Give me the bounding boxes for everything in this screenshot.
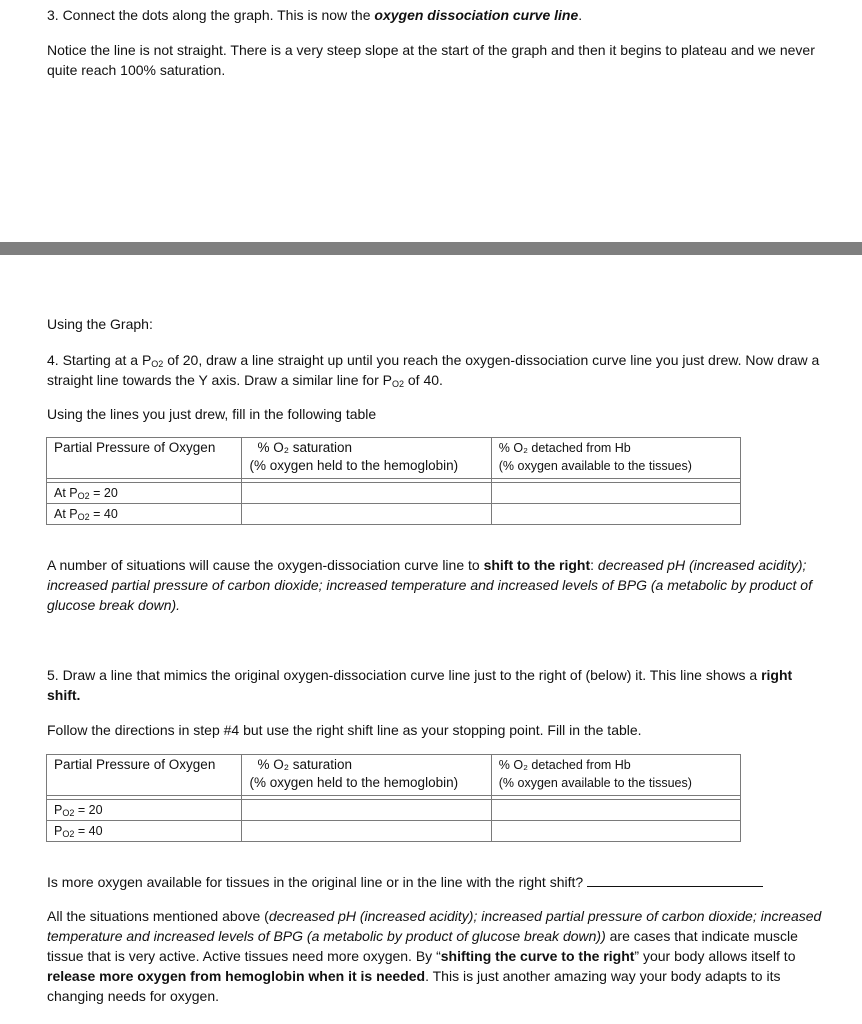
row-label-text: At P <box>54 507 78 521</box>
header-detached-title: % O₂ detached from Hb <box>498 758 631 772</box>
po2-subscript: O2 <box>62 829 75 839</box>
header-detached-sub: (% oxygen available to the tissues) <box>498 776 692 790</box>
row-label-value: = 20 <box>93 486 118 500</box>
table-row <box>47 800 741 821</box>
table-row <box>47 504 741 525</box>
row-label-value: = 40 <box>93 507 118 521</box>
closing-text-g: . This is just another amazing way your body adapts to its changing needs for oxygen. <box>47 968 781 1004</box>
oxygen-table-1 <box>46 437 741 525</box>
table-header-row <box>47 438 741 479</box>
step-4-text-b: of 20, draw a line straight up until you reach the oxygen-dissociation curve line you just drew. Now draw a straight line towards the Y axis. Draw a similar line for P <box>47 352 820 388</box>
detached-cell-40[interactable] <box>491 821 740 842</box>
shift-emphasis: shift to the right <box>483 557 591 573</box>
question-text: Is more oxygen available for tissues in the original line or in the line with the right shift? <box>47 874 588 890</box>
header-saturation <box>242 755 491 796</box>
saturation-cell-20[interactable] <box>242 800 491 821</box>
shift-colon: : <box>590 557 598 573</box>
shift-text-a: A number of situations will cause the oxygen-dissociation curve line to <box>47 557 484 573</box>
step-4-instruction <box>47 350 837 390</box>
detached-cell-20[interactable] <box>491 483 740 504</box>
step-5-text: 5. Draw a line that mimics the original oxygen-dissociation curve line just to the right of (below) it. This line shows a <box>47 667 762 683</box>
detached-cell-20[interactable] <box>491 800 740 821</box>
table-row <box>47 821 741 842</box>
step-4-text-c: of 40. <box>403 372 443 388</box>
po2-subscript: O2 <box>391 379 404 389</box>
follow-directions: Follow the directions in step #4 but use the right shift line as your stopping point. Fill in the table. <box>47 722 642 738</box>
row-label-po2-20 <box>47 800 242 821</box>
closing-emphasis-release: release more oxygen from hemoglobin when it is needed <box>47 968 426 984</box>
detached-cell-40[interactable] <box>491 504 740 525</box>
closing-text-e: ” your body allows itself to <box>634 948 796 964</box>
using-graph-heading: Using the Graph: <box>47 316 153 332</box>
page-top-section <box>0 0 862 242</box>
step-4-text-a: 4. Starting at a P <box>47 352 152 368</box>
table-row <box>47 483 741 504</box>
table-header-row <box>47 755 741 796</box>
header-saturation-sub: (% oxygen held to the hemoglobin) <box>249 775 459 790</box>
header-detached-sub: (% oxygen available to the tissues) <box>498 459 692 473</box>
answer-blank[interactable] <box>587 872 763 887</box>
header-partial-pressure: Partial Pressure of Oxygen <box>47 755 242 796</box>
fill-table-instruction: Using the lines you just drew, fill in the following table <box>47 406 377 422</box>
row-label-text: At P <box>54 486 78 500</box>
row-label-text: P <box>54 824 63 838</box>
question-line <box>47 872 837 892</box>
row-label-text: P <box>54 803 63 817</box>
step-3-text: 3. Connect the dots along the graph. This is now the <box>47 7 375 23</box>
step-3-period: . <box>578 7 583 23</box>
row-label-po2-20 <box>47 483 242 504</box>
po2-subscript: O2 <box>62 808 75 818</box>
po2-subscript: O2 <box>77 512 90 522</box>
closing-text-c: are cases that indicate muscle tissue that is very active. Active tissues need more oxygen. By “ <box>47 928 798 964</box>
row-label-po2-40 <box>47 821 242 842</box>
row-label-value: = 20 <box>77 803 103 817</box>
step-3-instruction <box>47 5 847 25</box>
saturation-cell-40[interactable] <box>242 504 491 525</box>
page-break-bar <box>0 242 862 255</box>
header-detached <box>491 755 740 796</box>
closing-conditions: decreased pH (increased acidity); increased partial pressure of carbon dioxide; increased temperature and increased levels of BPG (a metabolic by product of glucose break down)) <box>47 908 822 944</box>
header-partial-pressure: Partial Pressure of Oxygen <box>47 438 242 479</box>
row-label-po2-40 <box>47 504 242 525</box>
closing-paragraph <box>47 906 832 1006</box>
header-saturation-sub: (% oxygen held to the hemoglobin) <box>249 458 459 473</box>
closing-emphasis-shift: shifting the curve to the right <box>440 948 635 964</box>
row-label-value: = 40 <box>77 824 103 838</box>
saturation-cell-20[interactable] <box>242 483 491 504</box>
step-3-emphasis: oxygen dissociation curve line <box>374 7 579 23</box>
header-saturation-title: % O₂ saturation <box>257 440 352 455</box>
shift-conditions: decreased pH (increased acidity); increased partial pressure of carbon dioxide; increased temperature and increased levels of BPG (a metabolic by product of glucose break down). <box>47 557 812 613</box>
oxygen-table-2 <box>46 754 741 842</box>
step-5-emphasis: right shift. <box>47 667 793 703</box>
header-detached-title: % O₂ detached from Hb <box>498 441 631 455</box>
po2-subscript: O2 <box>77 491 90 501</box>
header-detached <box>491 438 740 479</box>
right-shift-paragraph <box>47 555 827 615</box>
header-saturation-title: % O₂ saturation <box>257 757 352 772</box>
po2-subscript: O2 <box>151 359 164 369</box>
step-3-notice: Notice the line is not straight. There is a very steep slope at the start of the graph and then it begins to plateau and we never quite reach 100% saturation. <box>47 42 815 78</box>
closing-text-a: All the situations mentioned above ( <box>47 908 269 924</box>
header-saturation <box>242 438 491 479</box>
saturation-cell-40[interactable] <box>242 821 491 842</box>
step-5-instruction <box>47 665 827 705</box>
